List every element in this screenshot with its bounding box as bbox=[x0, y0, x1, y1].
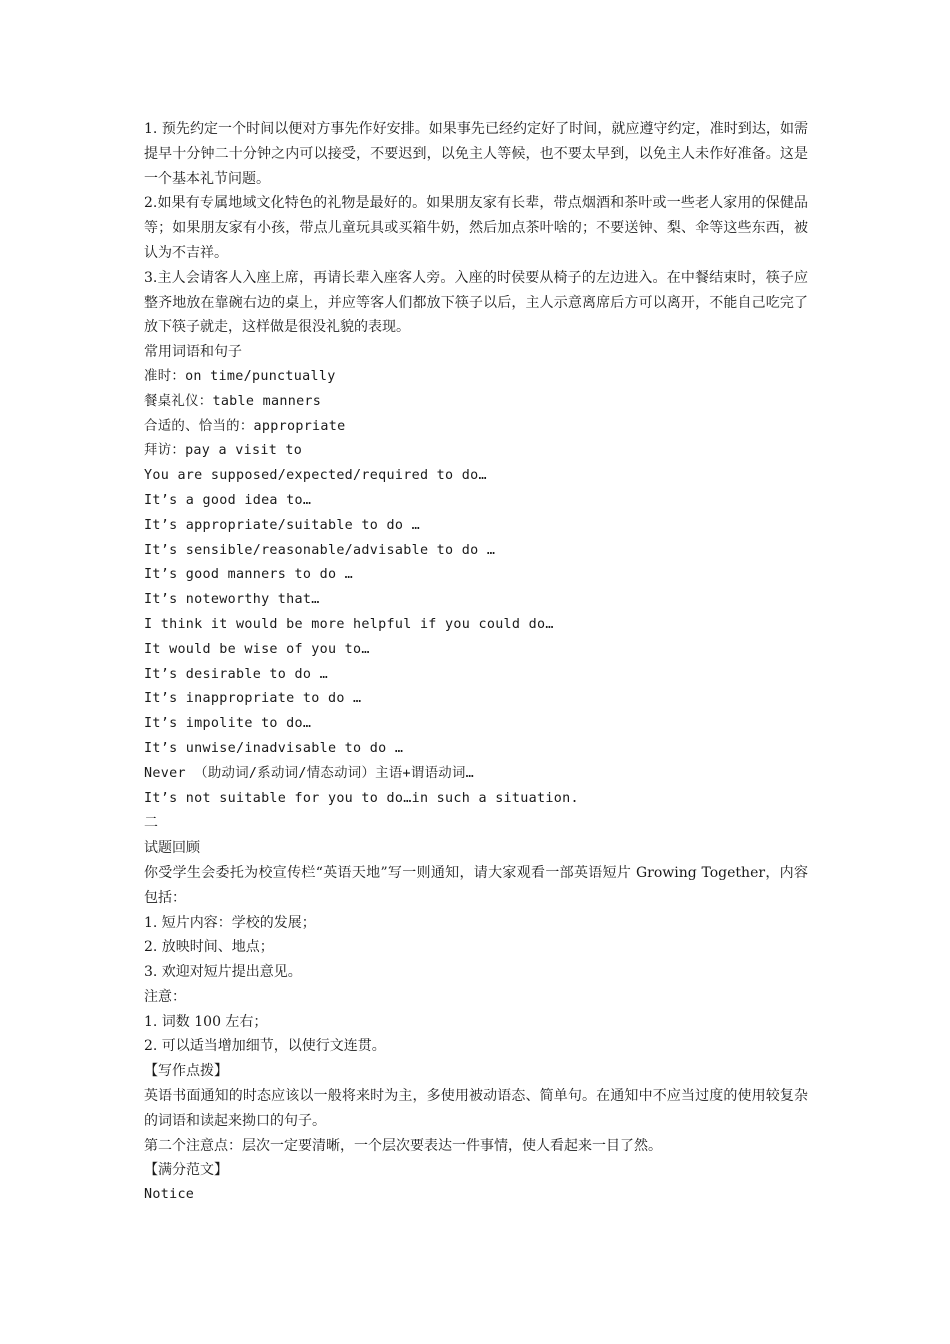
paragraph-gifts: 2.如果有专属地域文化特色的礼物是最好的。如果朋友家有长辈，带点烟酒和茶叶或一些老人家用的保健品等；如果朋友家有小孩，带点儿童玩具或买箱牛奶，然后加点茶叶啥的；不要送钟、梨、伞等这些东西，被认为不吉祥。 bbox=[144, 195, 808, 261]
paragraph-appointment: 1. 预先约定一个时间以便对方事先作好安排。如果事先已经约定好了时间，就应遵守约定，准时到达，如需提早十分钟二十分钟之内可以接受，不要迟到，以免主人等候，也不要太早到，以免主人未作好准备。这是一个基本礼节问题。 bbox=[144, 121, 808, 187]
phrase-item: It’s desirable to do … bbox=[144, 666, 328, 682]
phrase-item: It’s sensible/reasonable/advisable to do … bbox=[144, 542, 496, 558]
sample-title: Notice bbox=[144, 1187, 195, 1203]
phrase-list bbox=[144, 365, 808, 811]
tips-paragraph: 英语书面通知的时态应该以一般将来时为主，多使用被动语态、简单句。在通知中不应当过度的使用较复杂的词语和读起来拗口的句子。 bbox=[144, 1088, 808, 1129]
task-intro: 你受学生会委托为校宣传栏“英语天地”写一则通知，请大家观看一部英语短片 Growing Together，内容包括： bbox=[144, 864, 808, 906]
phrase-item: It’s impolite to do… bbox=[144, 716, 312, 732]
review-heading: 试题回顾 bbox=[144, 840, 200, 857]
phrase-item: It would be wise of you to… bbox=[144, 641, 370, 657]
phrase-item: It’s not suitable for you to do…in such a situation. bbox=[144, 790, 579, 806]
phrase-item: Never （助动词/系动词/情态动词）主语+谓语动词… bbox=[144, 765, 475, 781]
phrase-item: It’s a good idea to… bbox=[144, 492, 312, 508]
task-item: 2. 放映时间、地点； bbox=[144, 939, 274, 956]
phrase-item: 餐桌礼仪：table manners bbox=[144, 393, 322, 409]
task-item: 3. 欢迎对短片提出意见。 bbox=[144, 964, 302, 981]
phrase-item: It’s noteworthy that… bbox=[144, 592, 320, 608]
phrase-item: It’s unwise/inadvisable to do … bbox=[144, 740, 404, 756]
phrase-item: 合适的、恰当的：appropriate bbox=[144, 418, 346, 434]
section-number: 二 bbox=[144, 815, 158, 832]
notes-heading: 注意： bbox=[144, 988, 186, 1005]
notes-item: 1. 词数 100 左右； bbox=[144, 1013, 268, 1030]
task-item: 1. 短片内容：学校的发展； bbox=[144, 914, 316, 931]
phrase-item: It’s appropriate/suitable to do … bbox=[144, 517, 420, 533]
phrase-item: I think it would be more helpful if you could do… bbox=[144, 616, 554, 632]
phrase-item: It’s good manners to do … bbox=[144, 567, 354, 583]
document-page bbox=[144, 117, 808, 1208]
tips-second: 第二个注意点：层次一定要清晰，一个层次要表达一件事情，使人看起来一目了然。 bbox=[144, 1137, 662, 1154]
phrase-item: It’s inappropriate to do … bbox=[144, 691, 362, 707]
phrases-heading: 常用词语和句子 bbox=[144, 344, 242, 361]
tips-heading: 【写作点拨】 bbox=[144, 1063, 228, 1080]
phrase-item: You are supposed/expected/required to do… bbox=[144, 468, 487, 484]
paragraph-seating: 3.主人会请客人入座上席，再请长辈入座客人旁。入座的时侯要从椅子的左边进入。在中餐结束时，筷子应整齐地放在靠碗右边的桌上，并应等客人们都放下筷子以后，主人示意离席后方可以离开，不能自己吃完了放下筷子就走，这样做是很没礼貌的表现。 bbox=[144, 269, 808, 336]
phrase-item: 准时：on time/punctually bbox=[144, 368, 336, 384]
sample-heading: 【满分范文】 bbox=[144, 1162, 228, 1179]
phrase-item: 拜访：pay a visit to bbox=[144, 443, 303, 459]
notes-item: 2. 可以适当增加细节，以使行文连贯。 bbox=[144, 1038, 386, 1055]
